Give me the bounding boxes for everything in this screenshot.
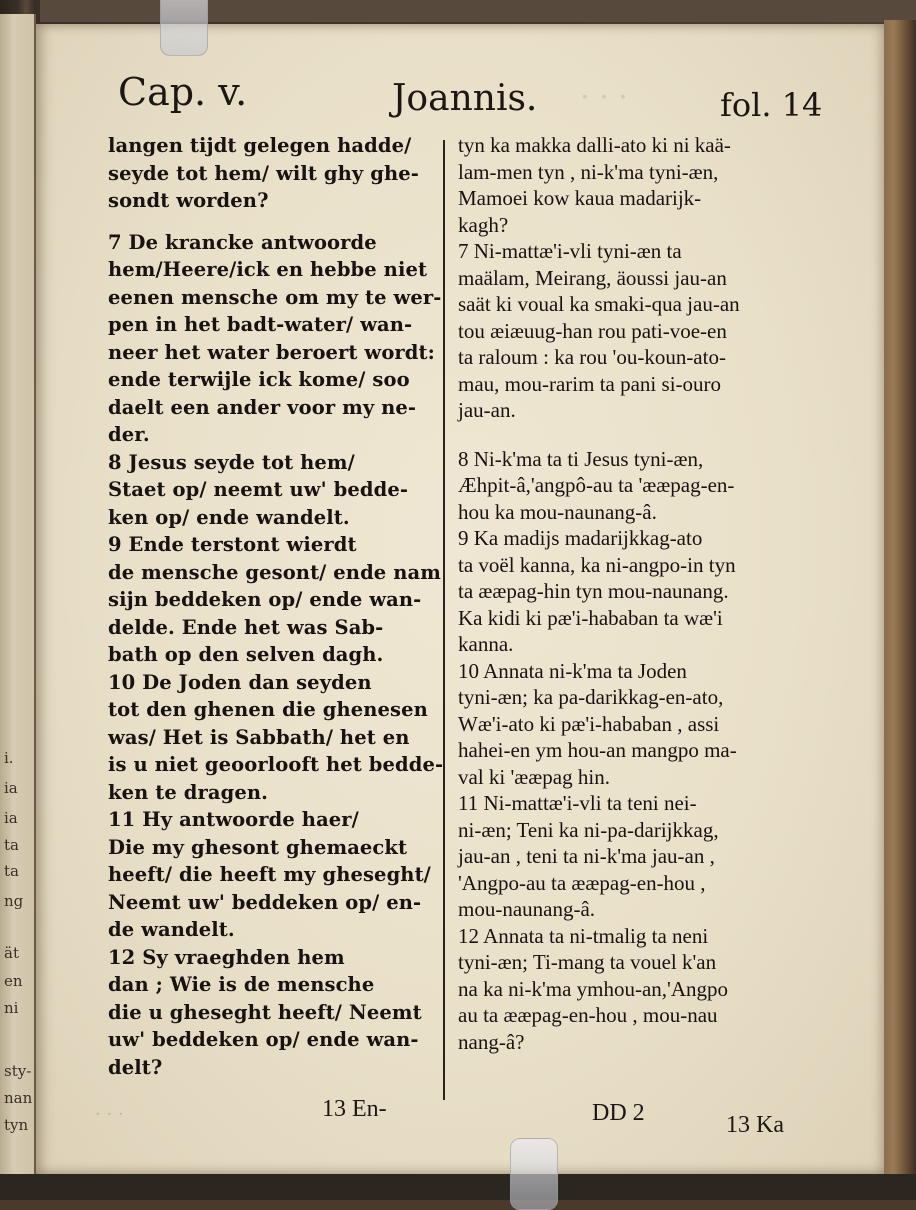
verse-11-start: 11 Ni-mattæ'i-vli ta teni nei- [458,791,697,815]
text-line: de mensche gesont/ ende nam [108,560,441,584]
signature-mark: DD 2 [592,1100,645,1126]
text-line: Ka kidi ki pæ'i-hababan ta wæ'i [458,605,723,630]
text-line: hahei-en ym hou-an mangpo ma- [458,738,737,762]
text-line: ta raloum : ka rou 'ou-koun-ato- [458,345,726,369]
text-line: jau-an , teni ta ni-k'ma jau-an , [458,844,715,868]
text-line: tyn ka makka dalli-ato ki ni kaä- [458,133,731,157]
text-line: tyni-æn; ka pa-darikkag-en-ato, [458,685,724,709]
formosan-text-column [458,132,828,1055]
catchword-left: 13 En- [322,1096,387,1122]
text-line: lam-men tyn , ni-k'ma tyni-æn, [458,159,719,184]
text-line: kanna. [458,632,514,656]
bleed-through-text: · · · [580,80,628,115]
text-line: Æhpit-â,'angpô-au ta 'ææpag-en- [458,473,735,497]
fragment: nan [4,1089,33,1107]
text-line: hem/Heere/ick en hebbe niet [108,258,428,281]
text-line: der. [108,423,150,446]
fragment: tyn [4,1116,29,1134]
text-line: au ta ææpag-en-hou , mou-nau [458,1003,718,1027]
text-line: ken op/ ende wandelt. [108,505,350,529]
text-line: delde. Ende het was Sab- [108,615,384,639]
text-line: bath op den selven dagh. [108,643,384,666]
bleed-through-text: · · · [95,1104,124,1125]
text-line: heeft/ die heeft my gheseght/ [108,863,431,886]
catchword-right: 13 Ka [726,1112,784,1138]
book-bottom-edge [0,1174,916,1200]
verse-11-start: 11 Hy antwoorde haer/ [108,808,359,831]
facing-page-edge [0,14,36,1174]
text-line: delt? [108,1055,163,1079]
book-fore-edge [884,20,916,1180]
text-line: tyni-æn; Ti-mang ta vouel k'an [458,950,717,974]
verse-12-start: 12 Annata ta ni-tmalig ta neni [458,923,709,948]
text-line: de wandelt. [108,918,235,941]
verse-12-start: 12 Sy vraeghden hem [108,945,345,969]
text-line: ta voël kanna, ka ni-angpo-in tyn [458,552,736,577]
verse-8-start: 8 Ni-k'ma ta ti Jesus tyni-æn, [458,446,704,471]
verse-10-start: 10 Annata ni-k'ma ta Joden [458,658,687,683]
text-line: 'Angpo-au ta ææpag-en-hou , [458,870,706,895]
fragment: ta [4,836,19,854]
text-line: na ka ni-k'ma ymhou-an,'Angpo [458,976,729,1001]
fragment: en [4,972,23,990]
fragment: ng [4,892,24,910]
fragment: ät [4,944,19,962]
text-line: neer het water beroert wordt: [108,340,435,364]
chapter-heading: Cap. v. [118,70,248,114]
text-line: ni-æn; Teni ka ni-pa-darijkkag, [458,817,719,842]
text-line: ken te dragen. [108,780,269,804]
text-line: uw' beddeken op/ ende wan- [108,1028,419,1051]
text-line: is u niet geoorlooft het bedde- [108,753,444,776]
text-line: dan ; Wie is de mensche [108,973,375,996]
verse-9-start: 9 Ka madijs madarijkkag-ato [458,526,703,550]
text-line: Die my ghesont ghemaeckt [108,835,408,859]
text-line: Wæ'i-ato ki pæ'i-hababan , assi [458,711,720,736]
text-line: saät ki voual ka smaki-qua jau-an [458,292,740,316]
text-line: seyde tot hem/ wilt ghy ghe- [108,161,419,185]
text-line: tot den ghenen die ghenesen [108,698,428,721]
text-line: Staet op/ neemt uw' bedde- [108,478,409,501]
text-line: jau-an. [458,398,516,422]
verse-7-start: 7 Ni-mattæ'i-vli tyni-æn ta [458,239,682,263]
page-clip-top [160,0,208,56]
fragment: ia [4,779,18,797]
fragment: ni [4,999,19,1017]
text-line: daelt een ander voor my ne- [108,395,417,419]
fragment: i. [4,749,14,767]
text-line: mau, mou-rarim ta pani si-ouro [458,371,722,396]
text-line: nang-â? [458,1029,525,1054]
text-line: Mamoei kow kaua madarijk- [458,186,702,210]
text-line: val ki 'ææpag hin. [458,764,610,789]
book-title: Joannis. [392,78,538,119]
dutch-text-column [108,132,444,1081]
verse-9-start: 9 Ende terstont wierdt [108,533,357,556]
text-line: pen in het badt-water/ wan- [108,313,413,336]
column-divider [443,140,445,1100]
facing-page-fragments [2,14,32,1174]
page-clip-bottom [510,1138,558,1210]
text-line: eenen mensche om my te wer- [108,285,442,309]
text-line: hou ka mou-naunang-â. [458,499,657,524]
fragment: ta [4,862,19,880]
verse-7-start: 7 De krancke antwoorde [108,230,377,254]
text-line: die u gheseght heeft/ Neemt [108,1000,422,1024]
text-line: maälam, Meirang, äoussi jau-an [458,265,727,290]
text-line: ende terwijle ick kome/ soo [108,368,410,391]
fragment: ia [4,809,18,827]
text-line: was/ Het is Sabbath/ het en [108,725,410,749]
fragment: sty- [4,1062,32,1080]
text-line: ta ææpag-hin tyn mou-naunang. [458,579,729,603]
text-line: mou-naunang-â. [458,897,596,921]
text-line: sijn beddeken op/ ende wan- [108,588,422,611]
text-line: sondt worden? [108,189,269,212]
text-line: langen tijdt gelegen hadde/ [108,134,412,157]
verse-10-start: 10 De Joden dan seyden [108,670,372,694]
text-line: Neemt uw' beddeken op/ en- [108,890,422,914]
verse-8-start: 8 Jesus seyde tot hem/ [108,450,355,474]
text-line: tou æiæuug-han rou pati-voe-en [458,318,727,343]
text-line: kagh? [458,212,509,237]
folio-number: fol. 14 [720,86,823,124]
